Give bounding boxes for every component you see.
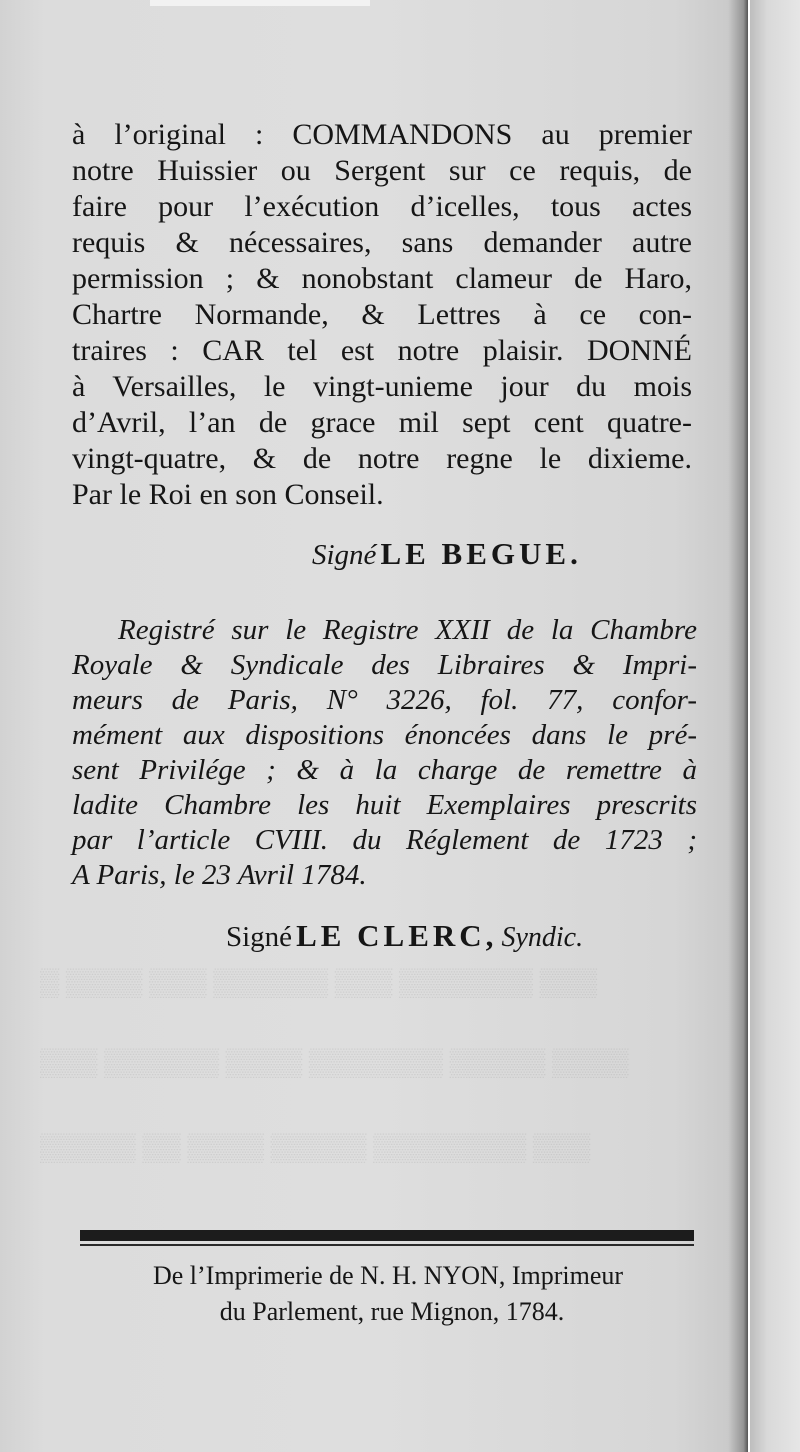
text-line: faire pour l’exécution d’icelles, tous actes [72, 190, 692, 223]
signature-le-clerc [226, 916, 583, 956]
bleed-through-text: ▒▒▒▒▒ ▒▒ ▒▒▒▒ ▒▒▒▒▒ ▒▒▒▒▒▒▒▒ ▒▒▒ [40, 1132, 591, 1162]
signature-label: Signé [226, 921, 293, 953]
text-line: à Versailles, le vingt-unieme jour du mois [72, 370, 692, 403]
registration-line-last: A Paris, le 23 Avril 1784. [72, 859, 367, 891]
rule-thick-line [80, 1230, 694, 1241]
rule-thin-line [80, 1244, 694, 1246]
registration-line: Registré sur le Registre XXII de la Chambre [118, 614, 697, 646]
signature-le-begue [312, 534, 582, 574]
text-line: requis & nécessaires, sans demander autre [72, 226, 692, 259]
registration-line: Royale & Syndicale des Libraires & Impri- [72, 649, 697, 681]
text-line: notre Huissier ou Sergent sur ce requis, de [72, 154, 692, 187]
signature-name: LE CLERC, [296, 918, 498, 953]
signature-label: Signé [312, 539, 377, 571]
text-line-last: Par le Roi en son Conseil. [72, 478, 384, 511]
page-gutter-shadow [728, 0, 748, 1452]
text-line: Chartre Normande, & Lettres à ce con- [72, 298, 692, 331]
registration-line: sent Privilége ; & à la charge de remettre à [72, 754, 697, 786]
text-line: d’Avril, l’an de grace mil sept cent quatre- [72, 406, 692, 439]
facing-page-edge [750, 0, 800, 1452]
printer-rule-divider [80, 1226, 694, 1248]
page-top-strip [150, 0, 370, 6]
signature-title: Syndic. [501, 922, 584, 953]
registration-line: mément aux dispositions énoncées dans le pré- [72, 719, 697, 751]
registration-line: ladite Chambre les huit Exemplaires prescrits [72, 789, 697, 821]
imprint-line: De l’Imprimerie de N. H. NYON, Imprimeur [152, 1261, 624, 1290]
text-line: permission ; & nonobstant clameur de Haro, [72, 262, 692, 295]
text-line: traires : CAR tel est notre plaisir. DONNÉ [72, 334, 692, 367]
bleed-through-text: ▒ ▒▒▒▒ ▒▒▒ ▒▒▒▒▒▒ ▒▒▒ ▒▒▒▒▒▒▒ ▒▒▒ [40, 967, 597, 997]
text-line: à l’original : COMMANDONS au premier [72, 118, 692, 151]
imprint-line: du Parlement, rue Mignon, 1784. [219, 1297, 565, 1326]
signature-name: LE BEGUE. [380, 536, 582, 571]
text-line: vingt-quatre, & de notre regne le dixieme. [72, 442, 692, 475]
bleed-through-text: ▒▒▒ ▒▒▒▒▒▒ ▒▒▒▒ ▒▒▒▒▒▒▒ ▒▒▒▒▒ ▒▒▒▒ [40, 1047, 629, 1077]
registration-line: par l’article CVIII. du Réglement de 1723 ; [72, 824, 697, 856]
registration-line: meurs de Paris, N° 3226, fol. 77, confor- [72, 684, 697, 716]
